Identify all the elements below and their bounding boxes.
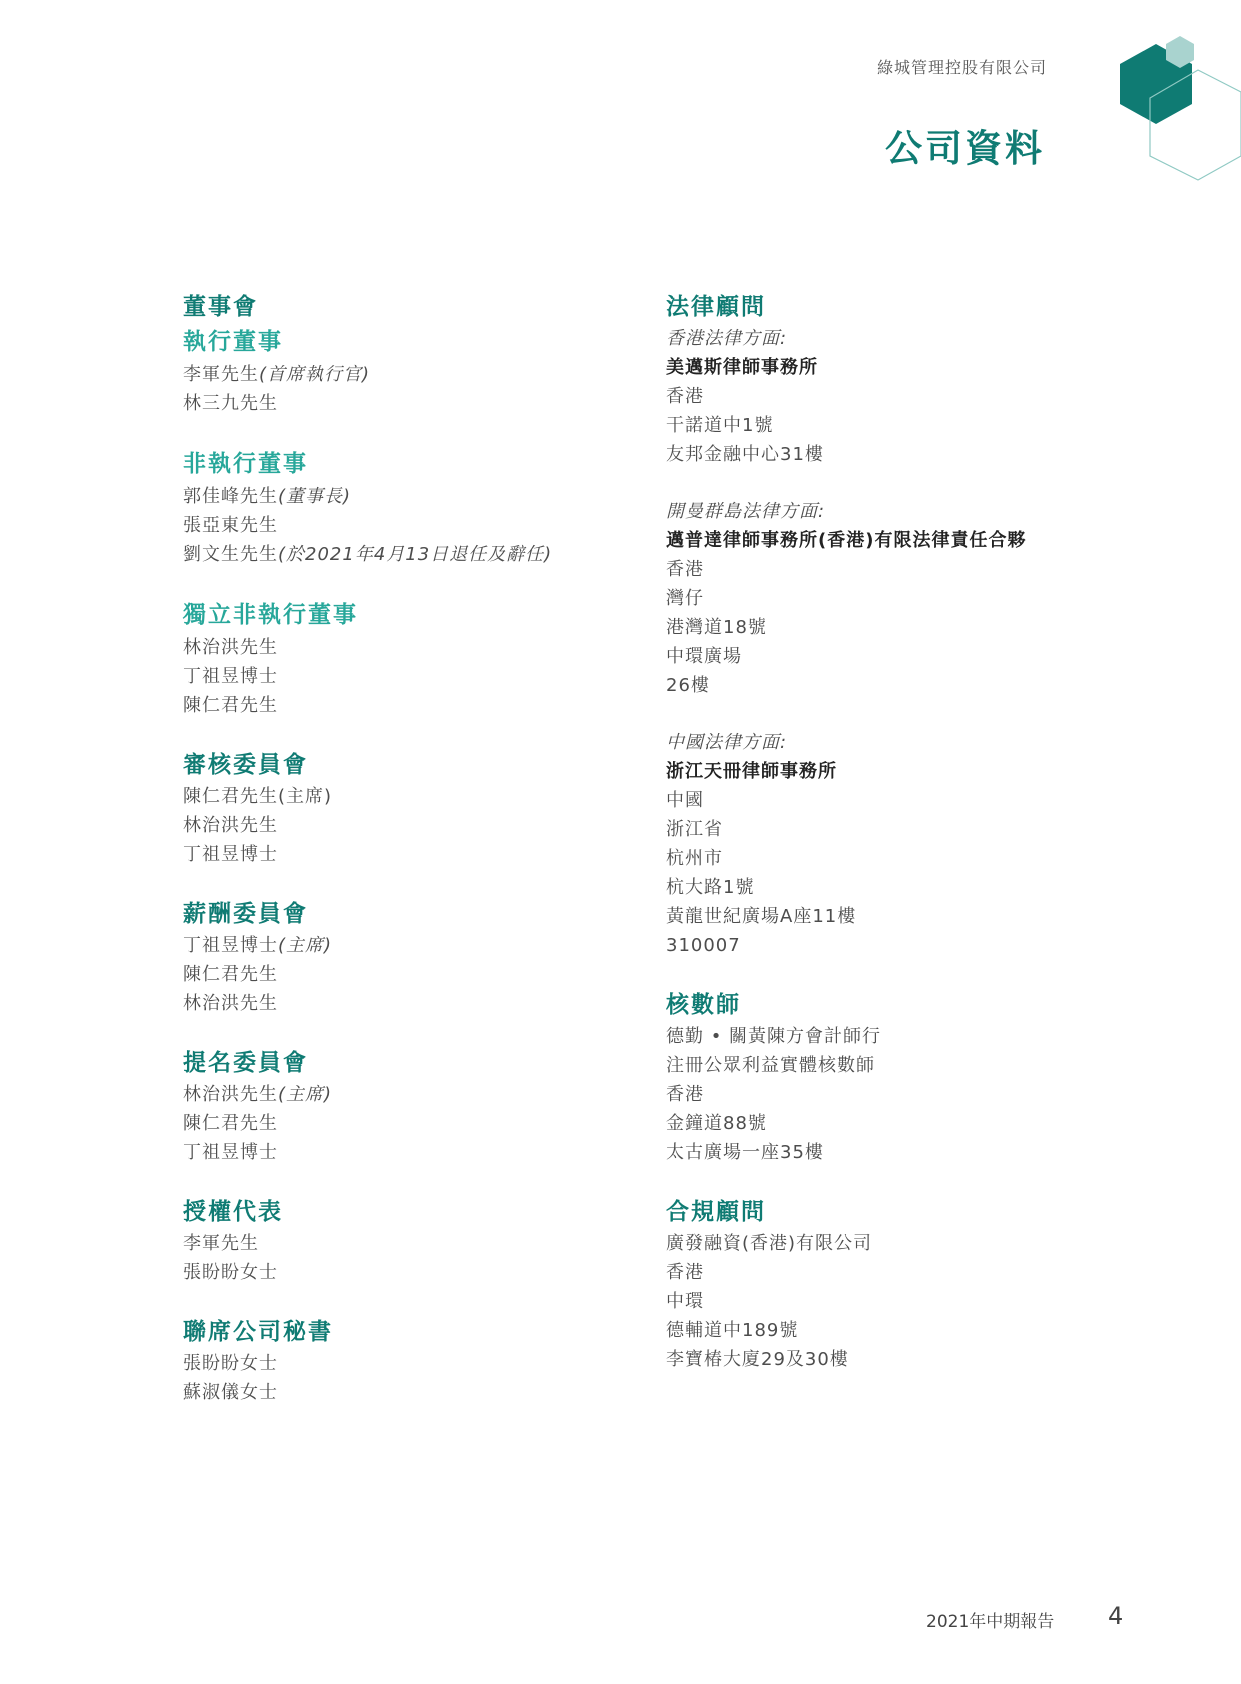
legal-hk-block: 香港法律方面: 美邁斯律師事務所 香港 干諾道中1號 友邦金融中心31樓 xyxy=(666,324,1166,469)
auditor-block xyxy=(666,988,1166,1167)
list-item: 丁祖昱博士(主席) xyxy=(183,935,333,956)
list-item: 陳仁君先生 xyxy=(183,695,278,716)
list-item: 丁祖昱博士 xyxy=(183,844,278,865)
address-line: 德勤 • 關黃陳方會計師行 xyxy=(666,1026,882,1047)
legal-prc-block: 中國法律方面: 浙江天冊律師事務所 中國 浙江省 杭州市 杭大路1號 黃龍世紀廣場A座11樓 310007 xyxy=(666,728,1166,960)
address-line: 香港 xyxy=(666,1084,704,1105)
firm-name: 浙江天冊律師事務所 xyxy=(666,761,837,782)
firm-name: 邁普達律師事務所(香港)有限法律責任合夥 xyxy=(666,530,1027,551)
list-item: 李軍先生(首席執行官) xyxy=(183,364,371,385)
company-name: 綠城管理控股有限公司 xyxy=(876,58,1047,77)
address-line: 香港 xyxy=(666,559,704,580)
address-line: 港灣道18號 xyxy=(666,617,767,638)
compliance-heading: 合規顧問 xyxy=(666,1199,766,1225)
address-line: 浙江省 xyxy=(666,819,723,840)
address-line: 黃龍世紀廣場A座11樓 xyxy=(666,906,857,927)
address-line: 注冊公眾利益實體核數師 xyxy=(666,1055,875,1076)
address-line: 26樓 xyxy=(666,675,710,696)
list-item: 丁祖昱博士 xyxy=(183,666,278,687)
address-line: 太古廣場一座35樓 xyxy=(666,1142,824,1163)
left-column xyxy=(183,290,623,1435)
page-title: 公司資料 xyxy=(885,127,1045,170)
list-item: 郭佳峰先生(董事長) xyxy=(183,486,352,507)
list-item: 丁祖昱博士 xyxy=(183,1142,278,1163)
auditor-heading: 核數師 xyxy=(666,992,741,1018)
legal-advisers-heading: 法律顧問 xyxy=(666,294,766,320)
address-line: 中國 xyxy=(666,790,704,811)
address-line: 干諾道中1號 xyxy=(666,415,774,436)
list-item: 林治洪先生 xyxy=(183,815,278,836)
firm-name: 美邁斯律師事務所 xyxy=(666,357,818,378)
nomination-committee-heading: 提名委員會 xyxy=(183,1050,308,1076)
address-line: 友邦金融中心31樓 xyxy=(666,444,824,465)
board-heading: 董事會 xyxy=(183,294,258,320)
list-item: 張亞東先生 xyxy=(183,515,278,536)
address-line: 杭大路1號 xyxy=(666,877,755,898)
address-line: 310007 xyxy=(666,935,741,956)
list-item: 林三九先生 xyxy=(183,393,278,414)
remuneration-committee-heading: 薪酬委員會 xyxy=(183,901,308,927)
list-item: 張盼盼女士 xyxy=(183,1353,278,1374)
compliance-block xyxy=(666,1195,1166,1374)
list-item: 蘇淑儀女士 xyxy=(183,1382,278,1403)
address-line: 杭州市 xyxy=(666,848,723,869)
exec-directors-heading: 執行董事 xyxy=(183,329,283,355)
authorized-reps-heading: 授權代表 xyxy=(183,1199,283,1225)
address-line: 李寶椿大廈29及30樓 xyxy=(666,1349,849,1370)
report-title: 2021年中期報告 xyxy=(926,1612,1055,1632)
list-item: 陳仁君先生 xyxy=(183,964,278,985)
address-line: 中環 xyxy=(666,1291,704,1312)
address-line: 灣仔 xyxy=(666,588,704,609)
address-line: 香港 xyxy=(666,386,704,407)
address-line: 德輔道中189號 xyxy=(666,1320,799,1341)
list-item: 李軍先生 xyxy=(183,1233,259,1254)
list-item: 林治洪先生 xyxy=(183,993,278,1014)
list-item: 陳仁君先生(主席) xyxy=(183,786,333,807)
page-number: 4 xyxy=(1108,1602,1124,1630)
address-line: 中環廣場 xyxy=(666,646,742,667)
audit-committee-heading: 審核委員會 xyxy=(183,752,308,778)
list-item: 張盼盼女士 xyxy=(183,1262,278,1283)
nonexec-directors-heading: 非執行董事 xyxy=(183,451,308,477)
hexagon-logo-icon xyxy=(1120,30,1241,190)
address-line: 廣發融資(香港)有限公司 xyxy=(666,1233,873,1254)
list-item: 劉文生先生(於2021年4月13日退任及辭任) xyxy=(183,544,553,565)
list-item: 陳仁君先生 xyxy=(183,1113,278,1134)
list-item: 林治洪先生 xyxy=(183,637,278,658)
joint-secretaries-heading: 聯席公司秘書 xyxy=(183,1319,333,1345)
address-line: 金鐘道88號 xyxy=(666,1113,767,1134)
list-item: 林治洪先生(主席) xyxy=(183,1084,333,1105)
right-column xyxy=(666,290,1166,1402)
legal-cayman-block: 開曼群島法律方面: 邁普達律師事務所(香港)有限法律責任合夥 香港 灣仔 港灣道18號 中環廣場 26樓 xyxy=(666,497,1166,700)
address-line: 香港 xyxy=(666,1262,704,1283)
indep-directors-heading: 獨立非執行董事 xyxy=(183,602,358,628)
